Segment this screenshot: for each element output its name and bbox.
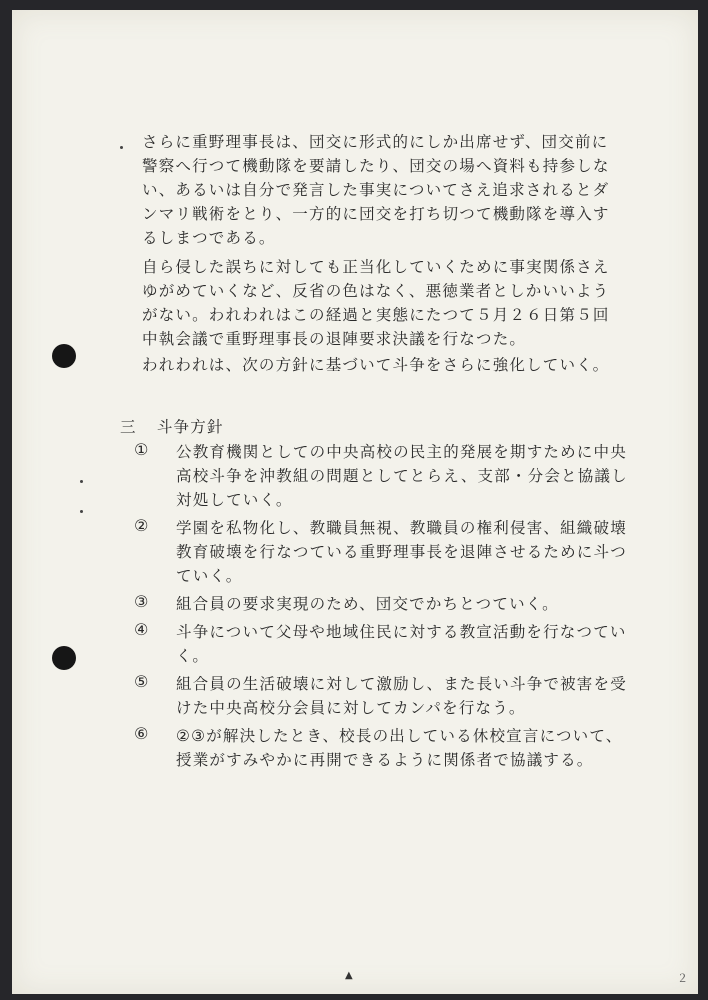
list-item <box>134 516 674 588</box>
item-number: ④ <box>134 620 149 639</box>
punch-hole-bottom <box>52 646 76 670</box>
text-line: 高校斗争を沖教組の問題としてとらえ、支部・分会と協議し <box>176 467 628 485</box>
punch-hole-top <box>52 344 76 368</box>
text-line: 公教育機関としての中央高校の民主的発展を期すために中央 <box>176 443 627 461</box>
second-paragraph <box>142 255 642 351</box>
intro-paragraph <box>142 130 642 250</box>
text-line: い、あるいは自分で発言した事実についてさえ追求されるとダ <box>142 181 610 199</box>
page-number: ２ <box>677 972 688 985</box>
text-line: 自ら侵した誤ちに対しても正当化していくために事実関係さえ <box>142 258 610 276</box>
text-line: けた中央高校分会員に対してカンパを行なう。 <box>176 699 526 717</box>
item-number: ③ <box>134 592 149 611</box>
margin-mark <box>80 480 83 483</box>
item-number: ⑤ <box>134 672 149 691</box>
text-line: く。 <box>176 647 210 665</box>
text-line: 授業がすみやかに再開できるように関係者で協議する。 <box>176 751 594 769</box>
item-number: ⑥ <box>134 724 149 743</box>
margin-mark <box>80 510 83 513</box>
list-item <box>134 672 674 720</box>
text-line: がない。われわれはこの経過と実態にたつて５月２６日第５回 <box>142 306 610 324</box>
text-line: 中執会議で重野理事長の退陣要求決議を行なつた。 <box>142 330 527 348</box>
text-line: ンマリ戦術をとり、一方的に団交を打ち切つて機動隊を導入す <box>142 205 610 223</box>
list-item <box>134 592 674 616</box>
text-line: るしまつである。 <box>142 229 276 247</box>
text-line: 学園を私物化し、教職員無視、教職員の権利侵害、組織破壊 <box>176 519 627 537</box>
text-line: われわれは、次の方針に基づいて斗争をさらに強化していく。 <box>142 356 610 374</box>
list-item <box>134 620 674 668</box>
policy-list <box>134 440 674 772</box>
section-heading <box>120 415 224 437</box>
text-line: 組合員の要求実現のため、団交でかちとつていく。 <box>176 595 559 613</box>
text-line: 対処していく。 <box>176 491 293 509</box>
list-item <box>134 440 674 512</box>
list-item <box>134 724 674 772</box>
text-line: ②③が解決したとき、校長の出している休校宣言について、 <box>176 727 623 745</box>
text-line: 組合員の生活破壊に対して激励し、また長い斗争で被害を受 <box>176 675 627 693</box>
margin-mark <box>120 146 123 149</box>
text-line: ていく。 <box>176 567 243 585</box>
text-line: 斗争について父母や地域住民に対する教宣活動を行なつてい <box>176 623 627 641</box>
document-page <box>12 10 698 994</box>
section-title: 斗争方針 <box>156 418 224 436</box>
item-number: ① <box>134 440 149 459</box>
text-line: 警察へ行つて機動隊を要請したり、団交の場へ資料も持参しな <box>142 157 610 175</box>
text-line: さらに重野理事長は、団交に形式的にしか出席せず、団交前に <box>142 133 609 151</box>
bottom-center-mark: ▲ <box>345 970 353 981</box>
text-line: 教育破壊を行なつている重野理事長を退陣させるために斗つ <box>176 543 627 561</box>
item-number: ② <box>134 516 149 535</box>
closing-paragraph <box>142 353 642 377</box>
section-number: 三 <box>120 418 137 436</box>
text-line: ゆがめていくなど、反省の色はなく、悪徳業者としかいいよう <box>142 282 610 300</box>
